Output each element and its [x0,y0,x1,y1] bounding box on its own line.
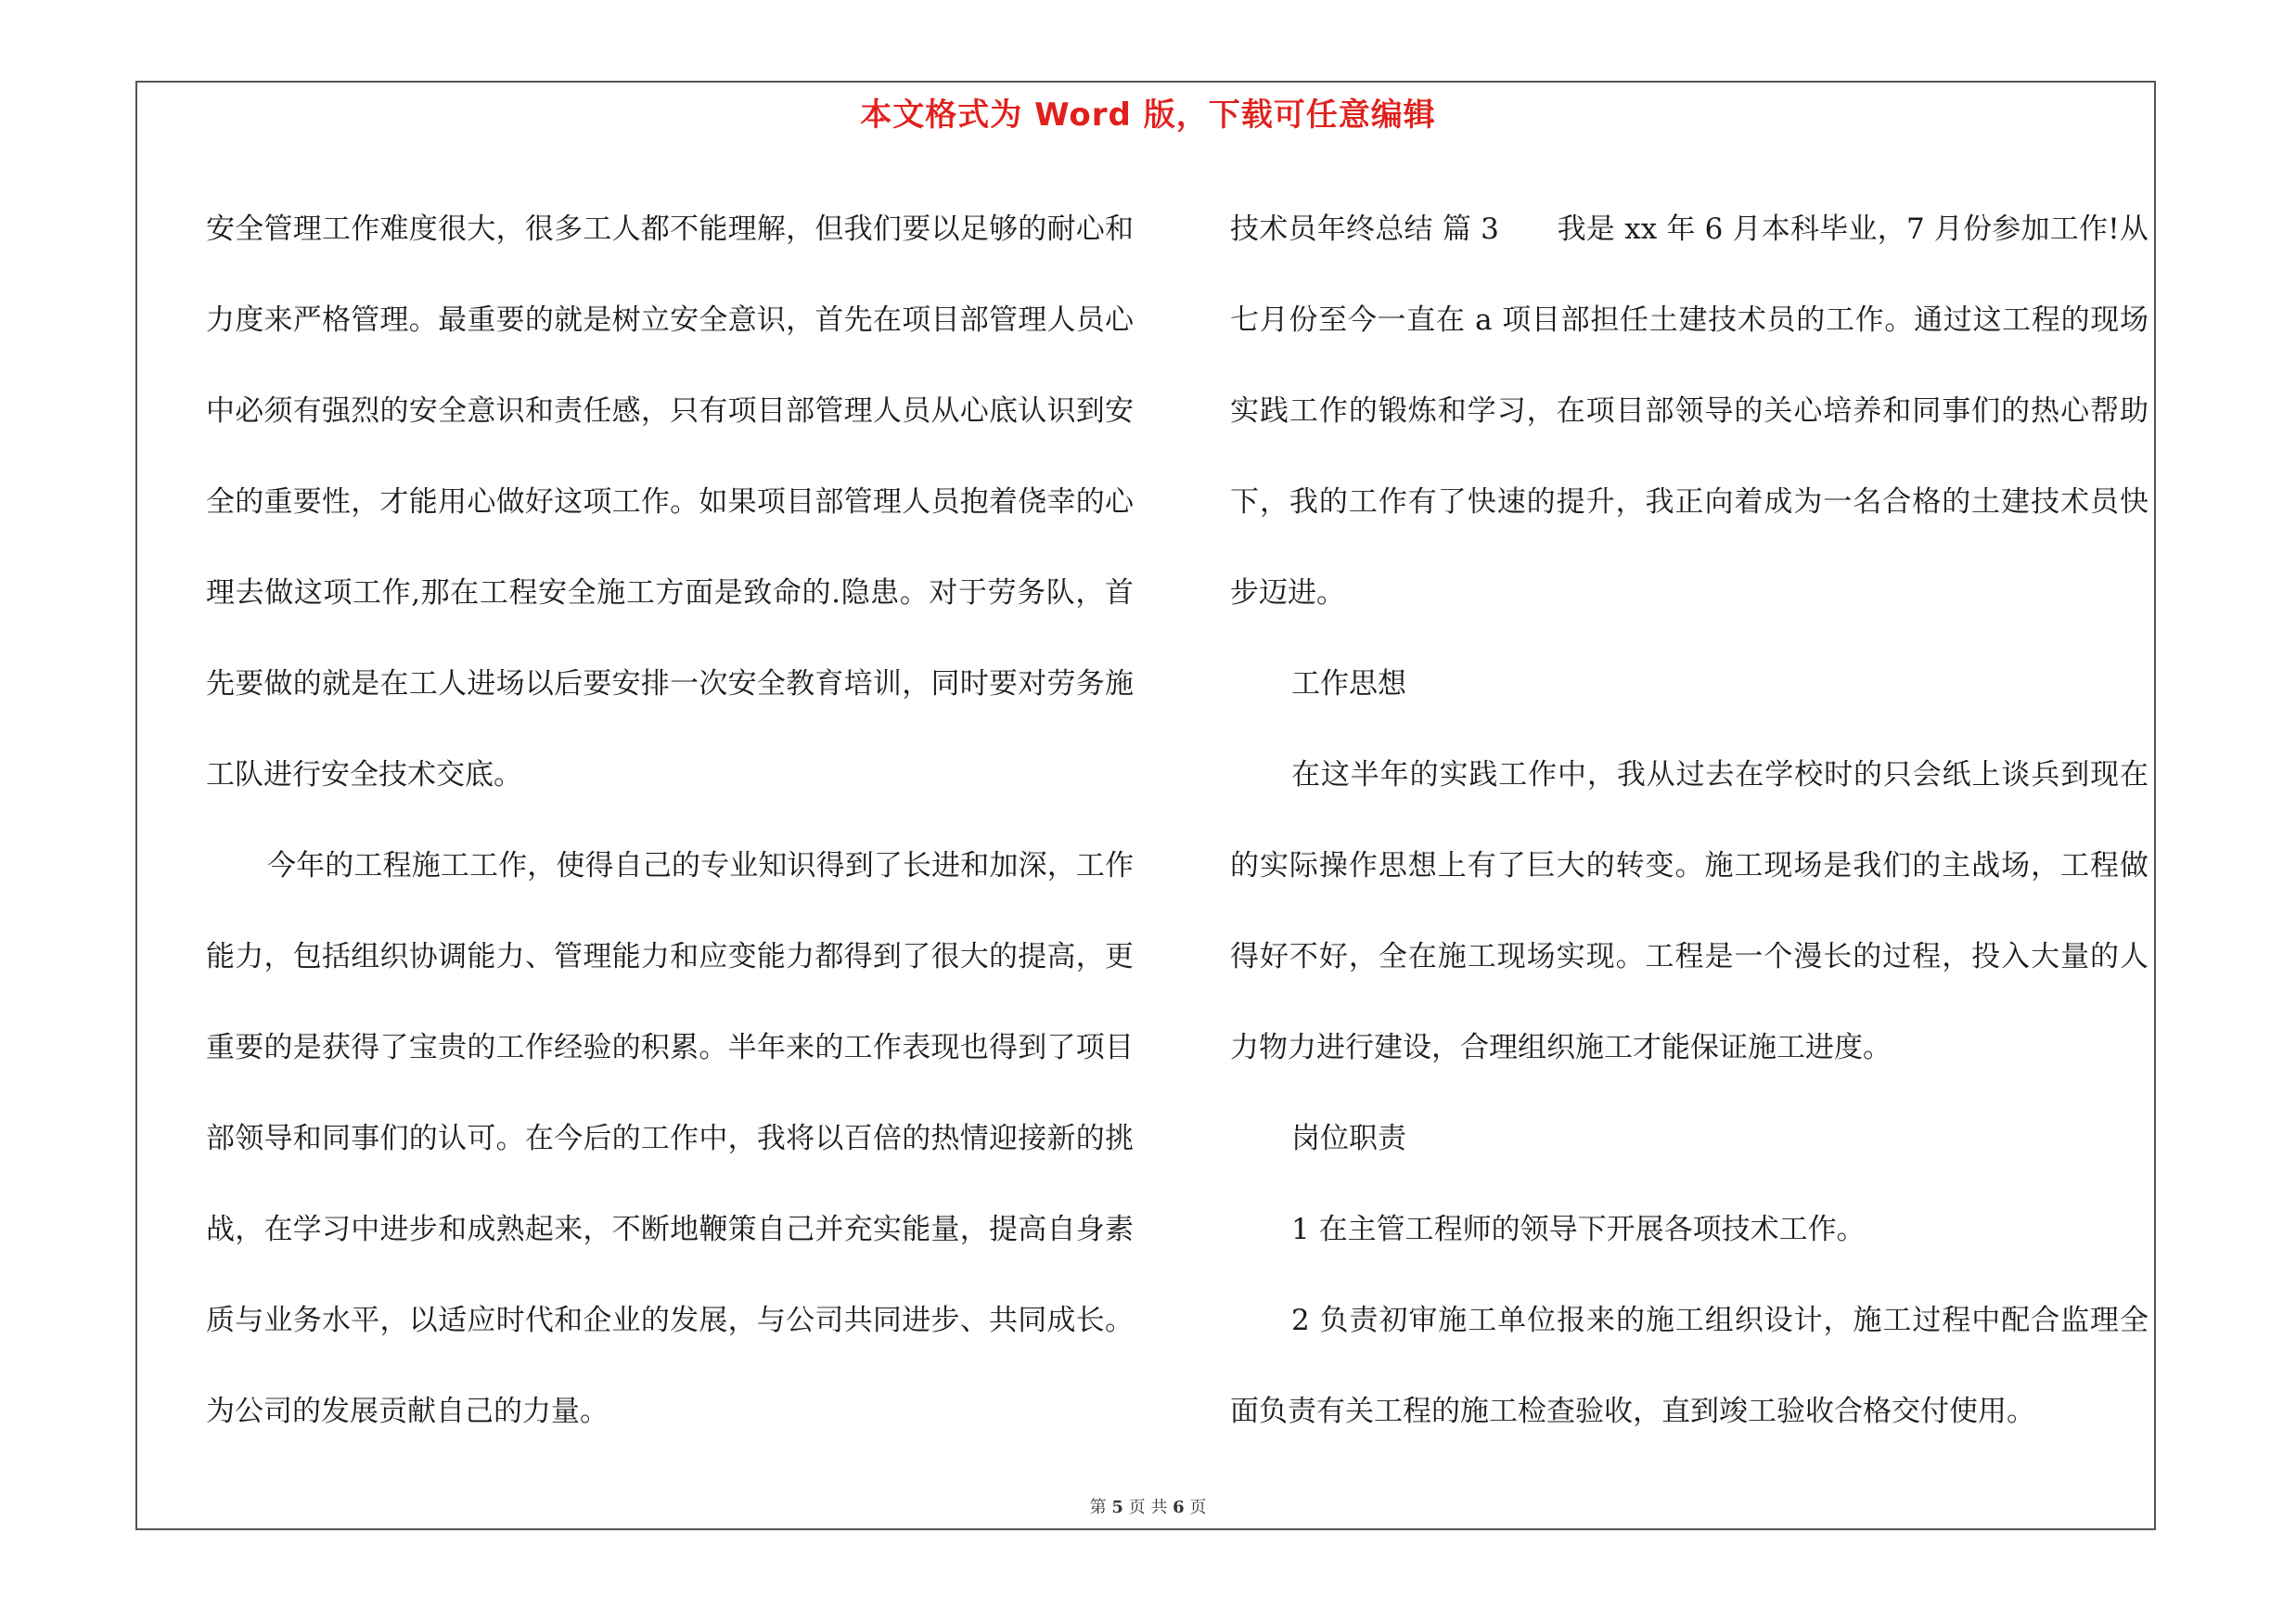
format-banner: 本文格式为 Word 版，下载可任意编辑 [860,97,1436,134]
page-footer [0,1494,2296,1518]
duty-item-2: 2 负责初审施工单位报来的施工组织设计，施工过程中配合监理全面负责有关工程的施工检查验收，直到竣工验收合格交付使用。 [1230,1304,2148,1428]
right-paragraph-1: 技术员年终总结 篇 3 我是 xx 年 6 月本科毕业，7 月份参加工作!从七月份至今一直在 a 项目部担任土建技术员的工作。通过这工程的现场实践工作的锻炼和学习，在项目部领导的关心培养和同事们的热心帮助下，我的工作有了快速的提升，我正向着成为一名合格的土建技术员快步迈进。 [1230,213,2148,610]
left-column [206,184,1134,1457]
left-paragraph-1: 安全管理工作难度很大，很多工人都不能理解，但我们要以足够的耐心和力度来严格管理。最重要的就是树立安全意识，首先在项目部管理人员心中必须有强烈的安全意识和责任感，只有项目部管理人员从心底认识到安全的重要性，才能用心做好这项工作。如果项目部管理人员抱着侥幸的心理去做这项工作,那在工程安全施工方面是致命的.隐患。对于劳务队，首先要做的就是在工人进场以后要安排一次安全教育培训，同时要对劳务施工队进行安全技术交底。 [206,213,1134,792]
footer-middle: 页 共 [1128,1498,1168,1517]
footer-suffix: 页 [1189,1498,1207,1517]
section-heading-work-thoughts: 工作思想 [1291,667,1406,701]
left-paragraph-2: 今年的工程施工工作，使得自己的专业知识得到了长进和加深，工作能力，包括组织协调能力、管理能力和应变能力都得到了很大的提高，更重要的是获得了宝贵的工作经验的积累。半年来的工作表现也得到了项目部领导和同事们的认可。在今后的工作中，我将以百倍的热情迎接新的挑战，在学习中进步和成熟起来，不断地鞭策自己并充实能量，提高自身素质与业务水平，以适应时代和企业的发展，与公司共同进步、共同成长。为公司的发展贡献自己的力量。 [206,849,1134,1428]
right-column [1230,184,2148,1457]
right-paragraph-2: 在这半年的实践工作中，我从过去在学校时的只会纸上谈兵到现在的实际操作思想上有了巨大的转变。施工现场是我们的主战场，工程做得好不好，全在施工现场实现。工程是一个漫长的过程，投入大量的人力物力进行建设，合理组织施工才能保证施工进度。 [1230,758,2148,1064]
duty-item-1: 1 在主管工程师的领导下开展各项技术工作。 [1291,1213,1866,1246]
footer-prefix: 第 [1089,1498,1107,1517]
section-heading-duties: 岗位职责 [1291,1122,1406,1155]
total-page-number: 6 [1173,1498,1185,1517]
current-page-number: 5 [1111,1498,1123,1517]
